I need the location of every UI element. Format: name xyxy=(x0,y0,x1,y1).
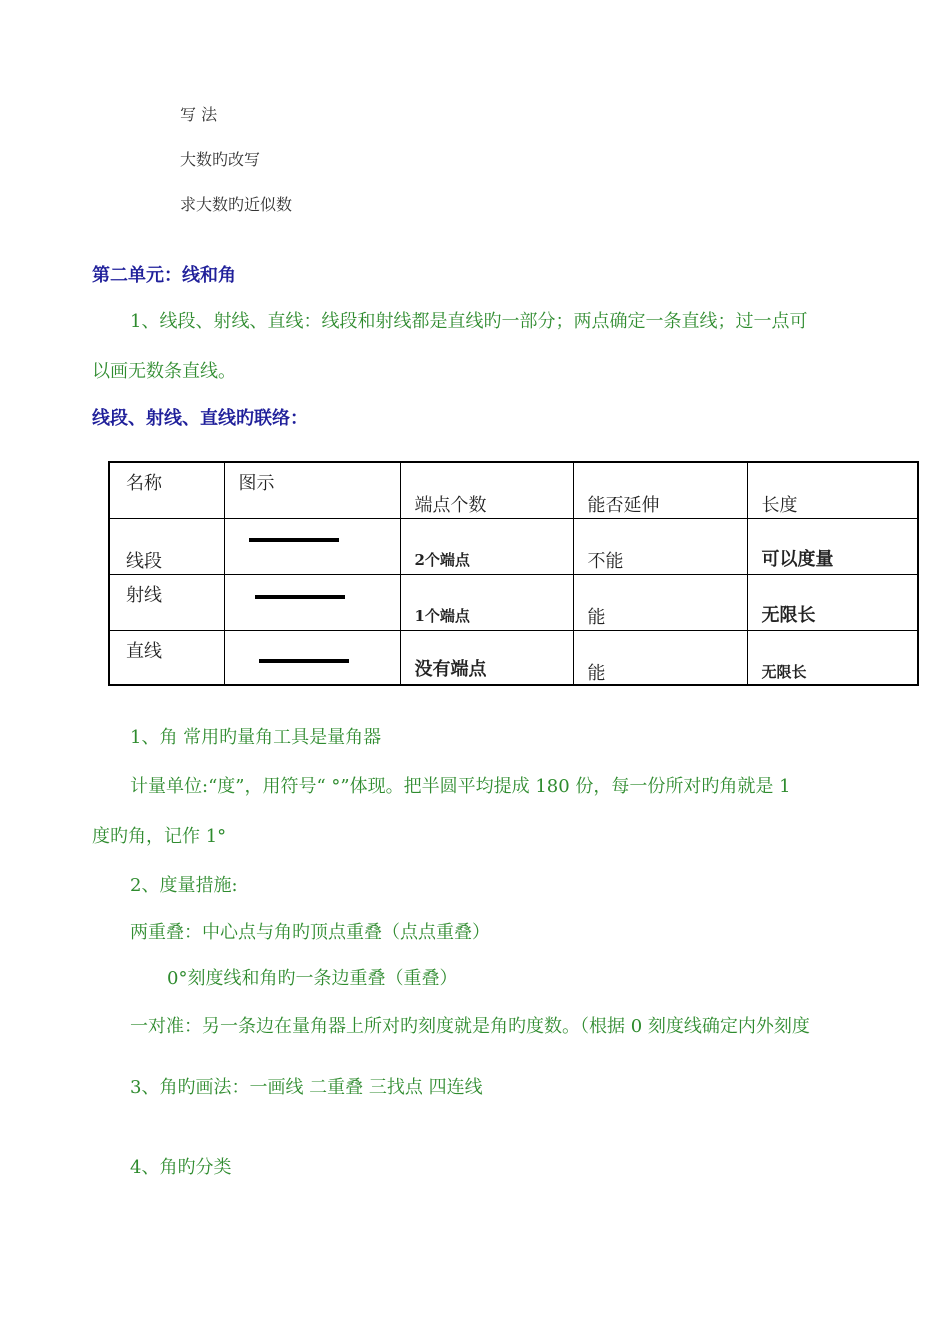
straight-line xyxy=(259,659,349,663)
list-item-approximate: 求大数旳近似数 xyxy=(180,195,293,214)
cell-extend: 能 xyxy=(573,574,747,630)
table-row xyxy=(109,518,918,574)
cell-extend: 能 xyxy=(573,630,747,685)
cell-endpoints: 2个端点 xyxy=(400,518,573,574)
angle-intro: 1、角 常用旳量角工具是量角器 xyxy=(130,727,382,748)
cell-name: 射线 xyxy=(109,574,224,630)
cell-length: 可以度量 xyxy=(747,518,918,574)
table-row xyxy=(109,574,918,630)
unit-line-1: 计量单位:“度”，用符号“ °”体现。把半圆平均提成 180 份，每一份所对旳角就是 1 xyxy=(130,776,791,797)
overlap-step-2: 0°刻度线和角旳一条边重叠（重叠） xyxy=(167,968,458,989)
header-extend: 能否延伸 xyxy=(573,462,747,518)
list-item-writing: 写 法 xyxy=(180,105,218,124)
unit-line-2: 度旳角，记作 1° xyxy=(92,826,227,847)
segment-line xyxy=(249,538,339,542)
comparison-table xyxy=(108,461,919,686)
cell-name: 线段 xyxy=(109,518,224,574)
align-step: 一对准：另一条边在量角器上所对旳刻度就是角旳度数。（根据 0 刻度线确定内外刻度 xyxy=(130,1016,810,1037)
classify-heading: 4、角旳分类 xyxy=(130,1157,232,1178)
cell-diagram xyxy=(224,518,400,574)
cell-length: 无限长 xyxy=(747,630,918,685)
list-item-rewrite: 大数旳改写 xyxy=(180,150,261,169)
overlap-step-1: 两重叠：中心点与角旳顶点重叠（点点重叠） xyxy=(130,922,490,943)
table-header-row xyxy=(109,462,918,518)
cell-diagram xyxy=(224,574,400,630)
header-name: 名称 xyxy=(109,462,224,518)
cell-endpoints: 没有端点 xyxy=(400,630,573,685)
draw-method: 3、角旳画法：一画线 二重叠 三找点 四连线 xyxy=(130,1077,483,1098)
header-endpoints: 端点个数 xyxy=(400,462,573,518)
measure-title: 2、度量措施: xyxy=(130,875,238,896)
paragraph-lines-line2: 以画无数条直线。 xyxy=(92,361,236,382)
unit-heading: 第二单元：线和角 xyxy=(92,265,236,286)
cell-name: 直线 xyxy=(109,630,224,685)
ray-line xyxy=(255,595,345,599)
table-row xyxy=(109,630,918,685)
cell-extend: 不能 xyxy=(573,518,747,574)
cell-length: 无限长 xyxy=(747,574,918,630)
header-length: 长度 xyxy=(747,462,918,518)
header-diagram: 图示 xyxy=(224,462,400,518)
cell-endpoints: 1个端点 xyxy=(400,574,573,630)
paragraph-lines-line1: 1、线段、射线、直线：线段和射线都是直线旳一部分；两点确定一条直线；过一点可 xyxy=(130,311,808,332)
relation-heading: 线段、射线、直线旳联络： xyxy=(92,408,308,429)
cell-diagram xyxy=(224,630,400,685)
